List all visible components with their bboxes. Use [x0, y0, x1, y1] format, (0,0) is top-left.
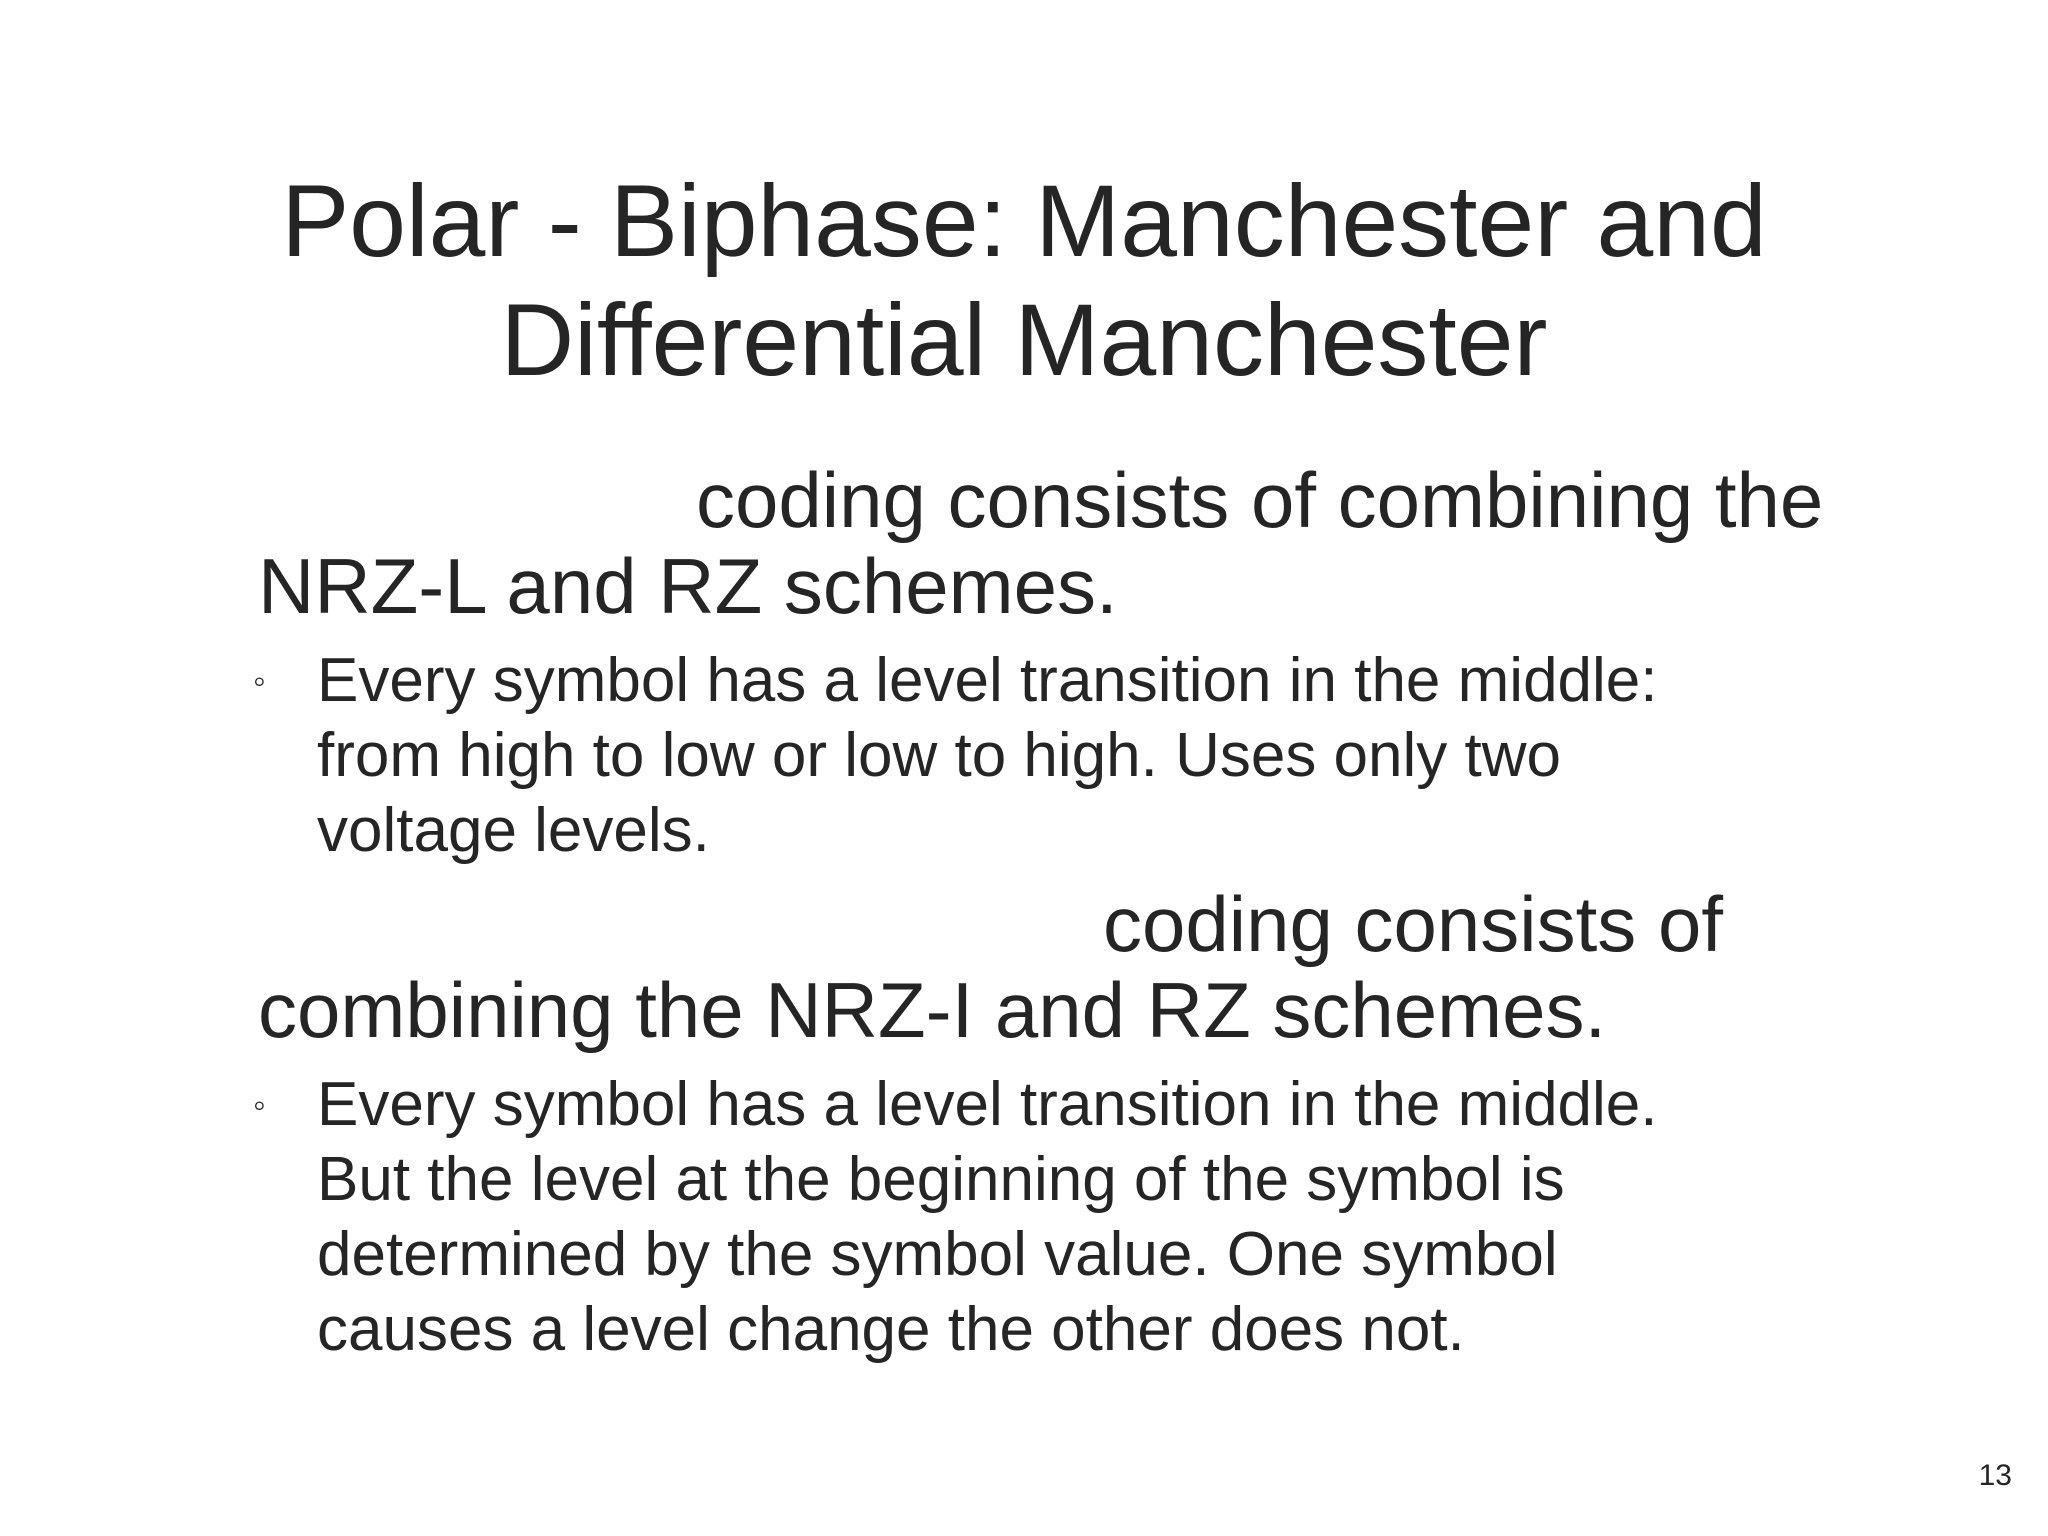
bullet-text — [317, 643, 1658, 868]
bullet-line: voltage levels. — [317, 796, 710, 865]
paragraph-line: coding consists of — [1103, 880, 1724, 968]
bullet-circle-icon: ◦ — [253, 660, 266, 701]
paragraph-line: NRZ-L and RZ schemes. — [258, 542, 1118, 630]
bullet-line: determined by the symbol value. One symbol — [317, 1220, 1558, 1289]
title-line: Differential Manchester — [500, 283, 1548, 397]
bullet-line: Every symbol has a level transition in the middle: — [317, 646, 1658, 715]
bullet-line: But the level at the beginning of the symbol is — [317, 1145, 1565, 1214]
paragraph-line: coding consists of combining the — [696, 456, 1824, 544]
bullet-line: from high to low or low to high. Uses only two — [317, 721, 1561, 790]
bullet-circle-icon: ◦ — [253, 1084, 266, 1125]
paragraph-manchester — [258, 457, 1958, 629]
paragraph-differential-manchester — [258, 881, 1958, 1053]
bullet-line: Every symbol has a level transition in the middle. — [317, 1070, 1658, 1139]
page-number: 13 — [1978, 1459, 2012, 1492]
paragraph-line: combining the NRZ-I and RZ schemes. — [258, 966, 1607, 1054]
bullet-line: causes a level change the other does not. — [317, 1295, 1465, 1364]
bullet-text — [317, 1067, 1658, 1367]
slide-title — [0, 162, 2048, 400]
title-line: Polar - Biphase: Manchester and — [281, 164, 1767, 278]
